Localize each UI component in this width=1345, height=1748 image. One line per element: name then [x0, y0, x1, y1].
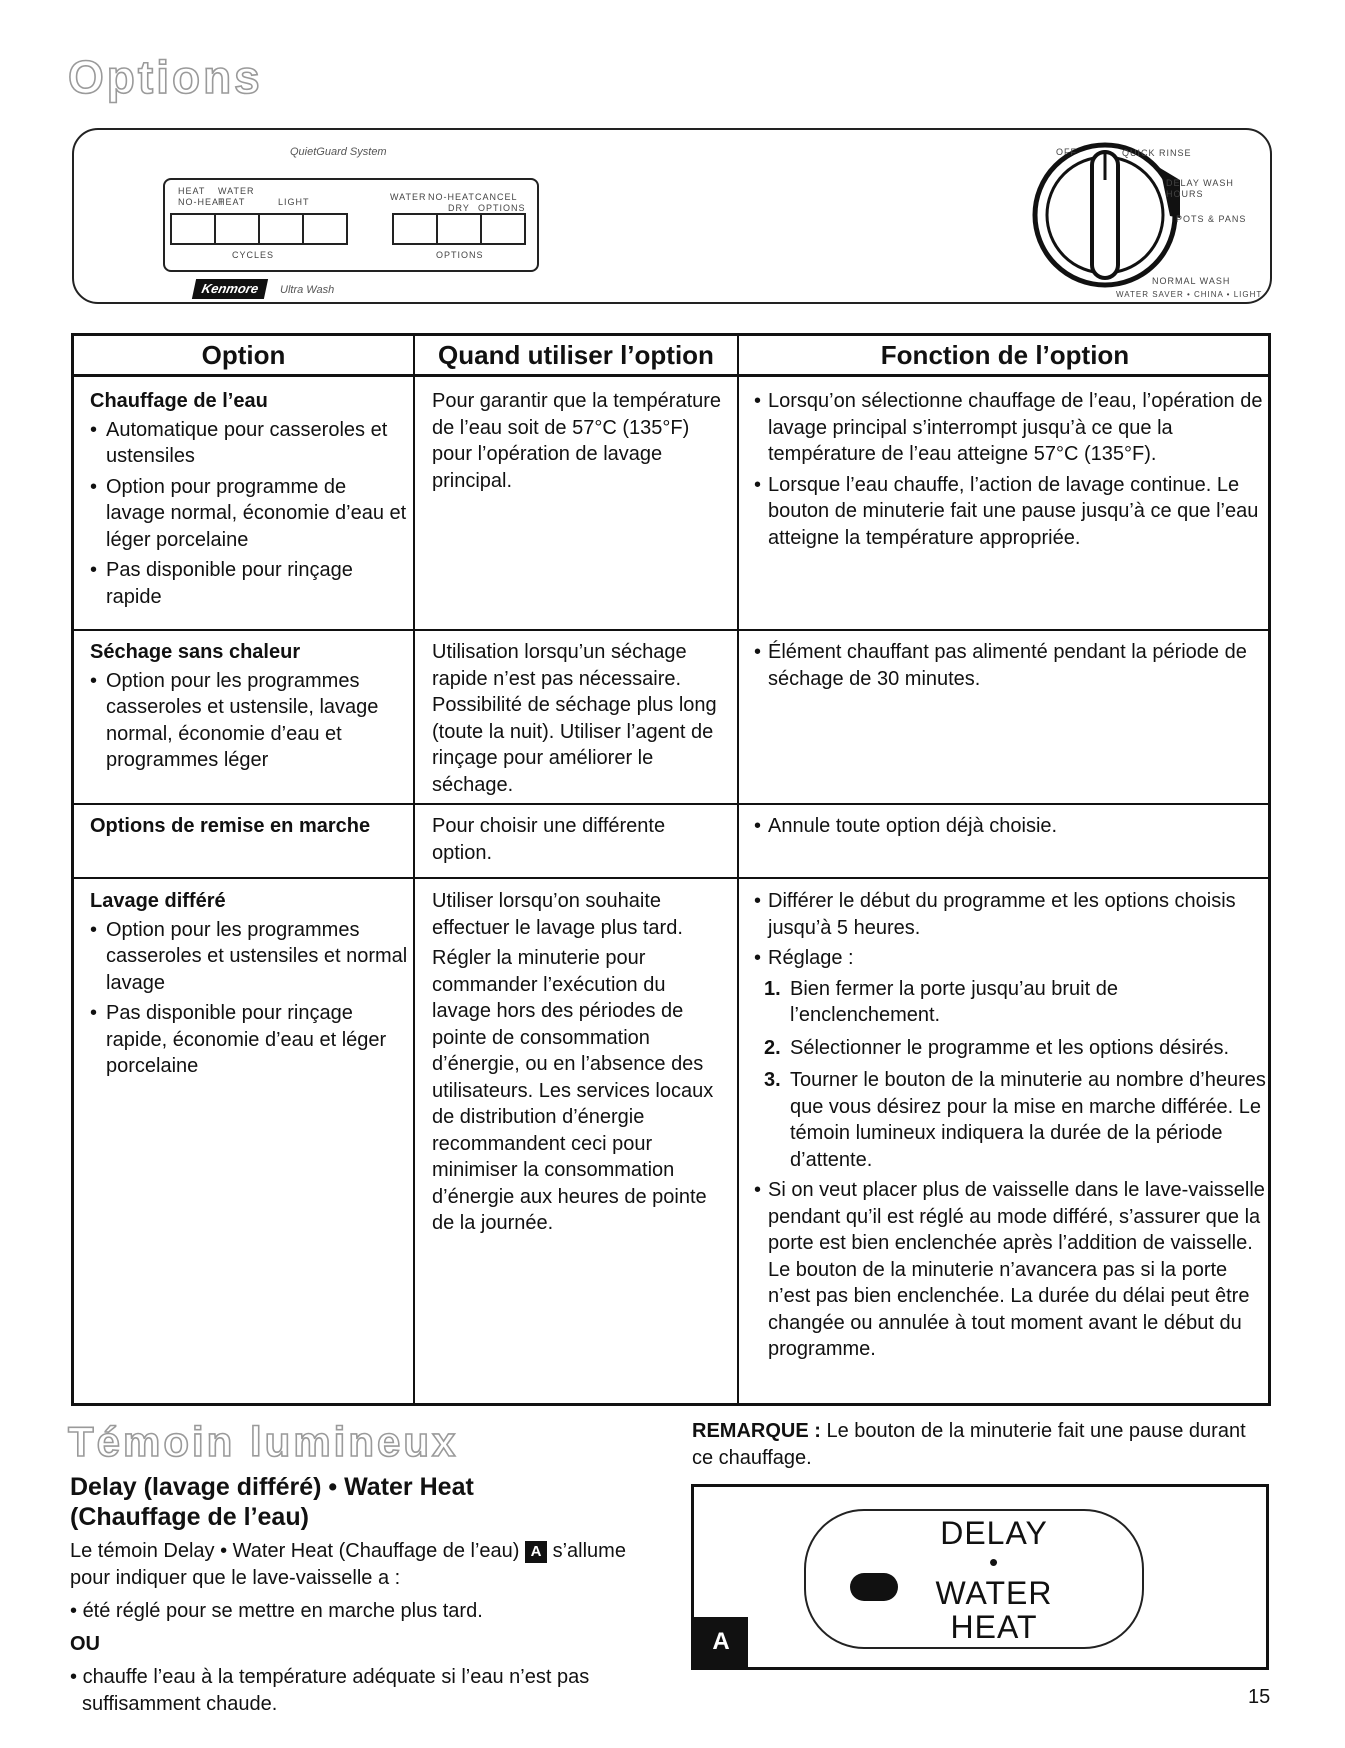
step-item — [764, 1035, 1268, 1062]
row4-option — [90, 888, 410, 1084]
header-when: Quand utiliser l’option — [438, 340, 714, 370]
option-label-5: OPTIONS — [478, 203, 526, 213]
temoin-intro-tail: s’allume pour indiquer que le lave-vaisselle a : — [70, 1540, 626, 1589]
row-divider — [74, 877, 1268, 879]
indicator-tag: A — [694, 1617, 748, 1667]
step-text: Bien fermer la porte jusqu’au bruit de l’enclenchement. — [790, 977, 1118, 1026]
temoin-bullet-1: été réglé pour se mettre en marche plus tard. — [82, 1600, 483, 1622]
step-item — [764, 1067, 1268, 1173]
row4-when-p2: Régler la minuterie pour commander l’exécution du lavage hors des périodes de pointe de consommation d’énergie, ou en l’absence des utilisateurs. Les services locaux de distribution d’énergie recommandent ceci pour minimiser la consommation d’énergie aux heures de pointe de la journée. — [432, 947, 714, 1234]
list-item: • été réglé pour se mettre en marche plus tard. — [70, 1600, 483, 1622]
step-number: 2. — [764, 1036, 781, 1059]
row-divider — [74, 629, 1268, 631]
temoin-subtitle: Delay (lavage différé) • Water Heat (Chauffage de l’eau) — [70, 1473, 474, 1531]
list-item: • chauffe l’eau à la température adéquate si l’eau n’est pas suffisamment chaude. — [70, 1666, 590, 1715]
row3-function — [754, 813, 1254, 844]
list-item: • Annule toute option déjà choisie. — [754, 813, 1254, 840]
list-item: • Lorsque l’eau chauffe, l’action de lavage continue. Le bouton de minuterie fait une pause jusqu’à ce que l’eau atteigne la température appropriée. — [754, 472, 1264, 552]
row4-when — [432, 888, 722, 1237]
panel-brand-line: QuietGuard System — [290, 146, 387, 158]
cycle-label-1: HEAT — [178, 186, 206, 196]
step-number: 1. — [764, 977, 781, 1000]
label-a-tag: A — [525, 1541, 547, 1563]
dial-label-1: QUICK RINSE — [1122, 148, 1192, 158]
row2-option — [90, 639, 410, 778]
cycle-label-3: WATER — [218, 186, 255, 196]
page-number: 15 — [1248, 1686, 1271, 1708]
cycles-label: CYCLES — [232, 250, 275, 260]
cycle-button[interactable] — [302, 213, 348, 245]
row1-option — [90, 388, 410, 614]
dial-label-2: DELAY WASH HOURS — [1166, 178, 1234, 199]
list-item: • Élément chauffant pas alimenté pendant la période de séchage de 30 minutes. — [754, 639, 1254, 692]
option-label-1: WATER — [390, 192, 427, 202]
list-item: • Réglage : — [754, 945, 1268, 972]
remarque — [692, 1418, 1272, 1472]
cycle-label-5: LIGHT — [278, 197, 310, 207]
cycle-buttons — [170, 213, 346, 245]
option-label-3: DRY — [448, 203, 470, 213]
list-item: • Lorsqu’on sélectionne chauffage de l’eau, l’opération de lavage principal s’interrompt jusqu’à ce que la température de l’eau atteigne 57°C (135°F). — [754, 388, 1264, 468]
remarque-label: REMARQUE : — [692, 1420, 821, 1442]
temoin-intro — [70, 1538, 670, 1592]
list-item: • Pas disponible pour rinçage rapide, économie d’eau et léger porcelaine — [90, 1000, 410, 1080]
temoin-ou: OU — [70, 1633, 100, 1655]
dial-label-5: WATER SAVER • CHINA • LIGHT — [1116, 290, 1263, 299]
step-item — [764, 976, 1268, 1029]
list-item: • Option pour les programmes casseroles et ustensiles et normal lavage — [90, 917, 410, 997]
option-buttons — [392, 213, 524, 245]
step-text: Tourner le bouton de la minuterie au nombre d’heures que vous désirez pour la mise en marche différée. Le témoin lumineux indiquera la durée de la période d’attente. — [790, 1069, 1266, 1171]
option-label-2: NO-HEAT — [428, 192, 475, 202]
panel-model-line: Ultra Wash — [280, 284, 335, 296]
dial-label-off: OFF — [1056, 147, 1077, 157]
list-item: • Option pour programme de lavage normal, économie d’eau et léger porcelaine — [90, 474, 410, 554]
dial-label-3: POTS & PANS — [1176, 214, 1247, 224]
indicator-light-icon — [850, 1573, 898, 1601]
option-button[interactable] — [392, 213, 438, 245]
steps-list — [764, 976, 1268, 1174]
cycle-button[interactable] — [214, 213, 260, 245]
list-item: • Pas disponible pour rinçage rapide — [90, 557, 410, 610]
timer-dial-icon[interactable] — [1030, 140, 1180, 290]
kenmore-logo — [192, 279, 268, 299]
col-divider — [413, 336, 415, 1403]
options-table — [71, 333, 1271, 1406]
cycle-label-4: HEAT — [218, 197, 246, 207]
step-text: Sélectionner le programme et les options désirés. — [790, 1036, 1230, 1059]
step-number: 3. — [764, 1069, 781, 1091]
row2-when: Utilisation lorsqu’un séchage rapide n’est pas nécessaire. Possibilité de séchage plus long (toute la nuit). Utiliser l’agent de rinçage pour améliorer le séchage. — [432, 641, 717, 796]
header-function: Fonction de l’option — [880, 340, 1130, 370]
row1-function — [754, 388, 1264, 555]
dial-label-4: NORMAL WASH — [1152, 276, 1231, 286]
header-divider — [74, 374, 1268, 377]
temoin-heading: Témoin lumineux — [68, 1418, 459, 1465]
indicator-heat: HEAT — [950, 1609, 1038, 1645]
list-item: • Si on veut placer plus de vaisselle dans le lave-vaisselle pendant qu’il est réglé au mode différé, s’assurer que la porte est bien enclenchée après l’addition de vaisselle. Le bouton de la minuterie n’avancera pas si la porte n’est pas bien enclenchée. La durée du délai peut être changée ou annulée à tout moment avant le début du programme. — [754, 1177, 1268, 1363]
indicator-illustration — [691, 1484, 1269, 1670]
temoin-bullet-2: chauffe l’eau à la température adéquate si l’eau n’est pas suffisamment chaude. — [82, 1666, 590, 1715]
list-item: • Automatique pour casseroles et ustensiles — [90, 417, 410, 470]
row1-when: Pour garantir que la température de l’eau soit de 57°C (135°F) pour l’opération de lavage principal. — [432, 390, 722, 492]
row4-when-p1: Utiliser lorsqu’on souhaite effectuer le lavage plus tard. — [432, 890, 683, 939]
row3-option-title: Options de remise en marche — [90, 815, 371, 837]
options-label: OPTIONS — [436, 250, 484, 260]
cycle-label-2: NO-HEAT — [178, 197, 225, 207]
cycle-button[interactable] — [170, 213, 216, 245]
col-divider — [737, 336, 739, 1403]
row4-option-title: Lavage différé — [90, 890, 226, 912]
list-item: • Différer le début du programme et les options choisis jusqu’à 5 heures. — [754, 888, 1268, 941]
indicator-delay: DELAY — [940, 1515, 1048, 1551]
row3-when: Pour choisir une différente option. — [432, 815, 666, 864]
row2-function — [754, 639, 1254, 696]
row2-option-title: Séchage sans chaleur — [90, 641, 301, 663]
page-title: Options — [68, 51, 263, 103]
list-item: • Option pour les programmes casseroles et ustensile, lavage normal, économie d’eau et programmes léger — [90, 668, 410, 774]
indicator-water: WATER — [935, 1575, 1053, 1611]
option-label-4: CANCEL — [475, 192, 518, 202]
row-divider — [74, 803, 1268, 805]
header-option: Option — [201, 340, 286, 370]
option-button[interactable] — [436, 213, 482, 245]
temoin-intro-text: Le témoin Delay • Water Heat (Chauffage de l’eau) — [70, 1540, 520, 1562]
kenmore-logo-text: Kenmore — [200, 281, 260, 296]
row1-option-title: Chauffage de l’eau — [90, 390, 268, 412]
row4-function — [754, 888, 1268, 1367]
indicator-dot: • — [988, 1547, 1000, 1577]
option-button[interactable] — [480, 213, 526, 245]
remarque-text: Le bouton de la minuterie fait une pause durant ce chauffage. — [692, 1420, 1246, 1469]
temoin-body — [70, 1538, 670, 1718]
cycle-button[interactable] — [258, 213, 304, 245]
